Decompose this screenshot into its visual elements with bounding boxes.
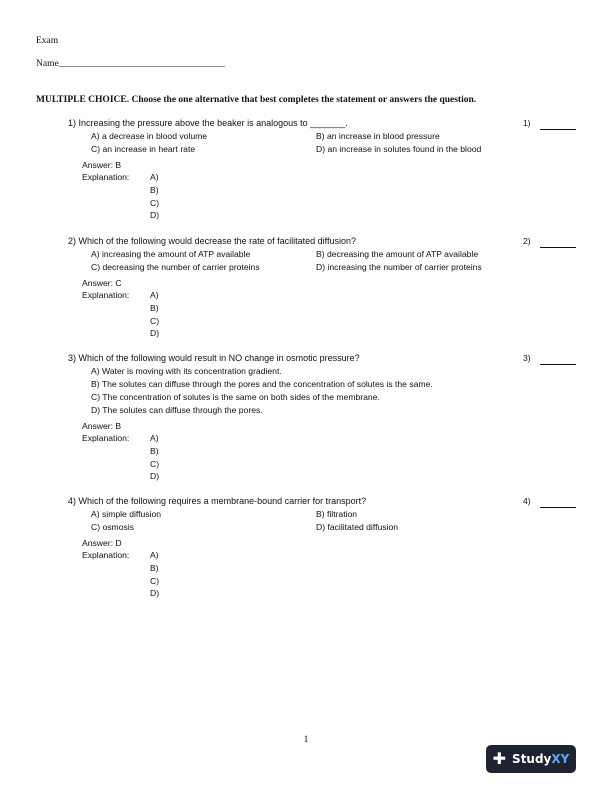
option-a: A) simple diffusion [91,509,162,519]
explanation-option-d: D) [150,210,160,220]
question-text: 4) Which of the following requires a membrane-bound carrier for transport? [68,496,367,506]
explanation-option-a: A) [150,172,159,182]
explanation-option-a: A) [150,433,159,443]
option-d: D) increasing the number of carrier proteins [316,262,482,272]
option-a: A) Water is moving with its concentration gradient. [91,366,282,376]
question-text: 3) Which of the following would result in NO change in osmotic pressure? [68,353,360,363]
option-c: C) The concentration of solutes is the same on both sides of the membrane. [91,392,380,402]
option-a: A) a decrease in blood volume [91,131,208,141]
explanation-label: Explanation: [82,550,130,560]
answer-text: Answer: B [82,160,122,170]
question-number: 4) [523,496,531,506]
answer-text: Answer: D [82,538,122,548]
badge-text-accent: XY [551,752,570,766]
explanation-option-c: C) [150,459,160,469]
explanation-option-d: D) [150,588,160,598]
explanation-option-b: B) [150,563,159,573]
option-b: B) an increase in blood pressure [316,131,440,141]
option-c: C) osmosis [91,522,134,532]
explanation-option-d: D) [150,328,160,338]
answer-blank[interactable] [540,364,576,365]
name-line: Name___________________________________ [36,59,225,69]
answer-blank[interactable] [540,129,576,130]
question-number: 2) [523,236,531,246]
option-b: B) decreasing the amount of ATP available [316,249,479,259]
explanation-option-d: D) [150,471,160,481]
explanation-option-c: C) [150,316,160,326]
exam-label: Exam [36,36,59,46]
option-d: D) The solutes can diffuse through the pores. [91,405,263,415]
explanation-label: Explanation: [82,290,130,300]
option-d: D) facilitated diffusion [316,522,399,532]
explanation-option-a: A) [150,290,159,300]
explanation-option-a: A) [150,550,159,560]
option-c: C) an increase in heart rate [91,144,196,154]
instructions: MULTIPLE CHOICE. Choose the one alternative that best completes the statement or answers the question. [36,95,477,105]
explanation-label: Explanation: [82,433,130,443]
question-text: 2) Which of the following would decrease the rate of facilitated diffusion? [68,236,356,246]
plus-sparkle-icon: ✚ [492,749,507,768]
explanation-option-c: C) [150,576,160,586]
answer-blank[interactable] [540,247,576,248]
studyxy-badge[interactable] [486,745,576,773]
explanation-option-b: B) [150,185,159,195]
explanation-option-b: B) [150,303,159,313]
option-a: A) increasing the amount of ATP available [91,249,251,259]
badge-text: StudyXY [512,752,570,766]
answer-text: Answer: C [82,278,122,288]
answer-blank[interactable] [540,507,576,508]
option-b: B) The solutes can diffuse through the pores and the concentration of solutes is the same. [91,379,433,389]
explanation-label: Explanation: [82,172,130,182]
explanation-option-c: C) [150,198,160,208]
question-text: 1) Increasing the pressure above the beaker is analogous to _______. [68,118,348,128]
answer-text: Answer: B [82,421,122,431]
question-number: 1) [523,118,531,128]
option-d: D) an increase in solutes found in the blood [316,144,482,154]
page-number: 1 [303,735,309,745]
question-number: 3) [523,353,531,363]
explanation-option-b: B) [150,446,159,456]
option-c: C) decreasing the number of carrier proteins [91,262,260,272]
option-b: B) filtration [316,509,358,519]
